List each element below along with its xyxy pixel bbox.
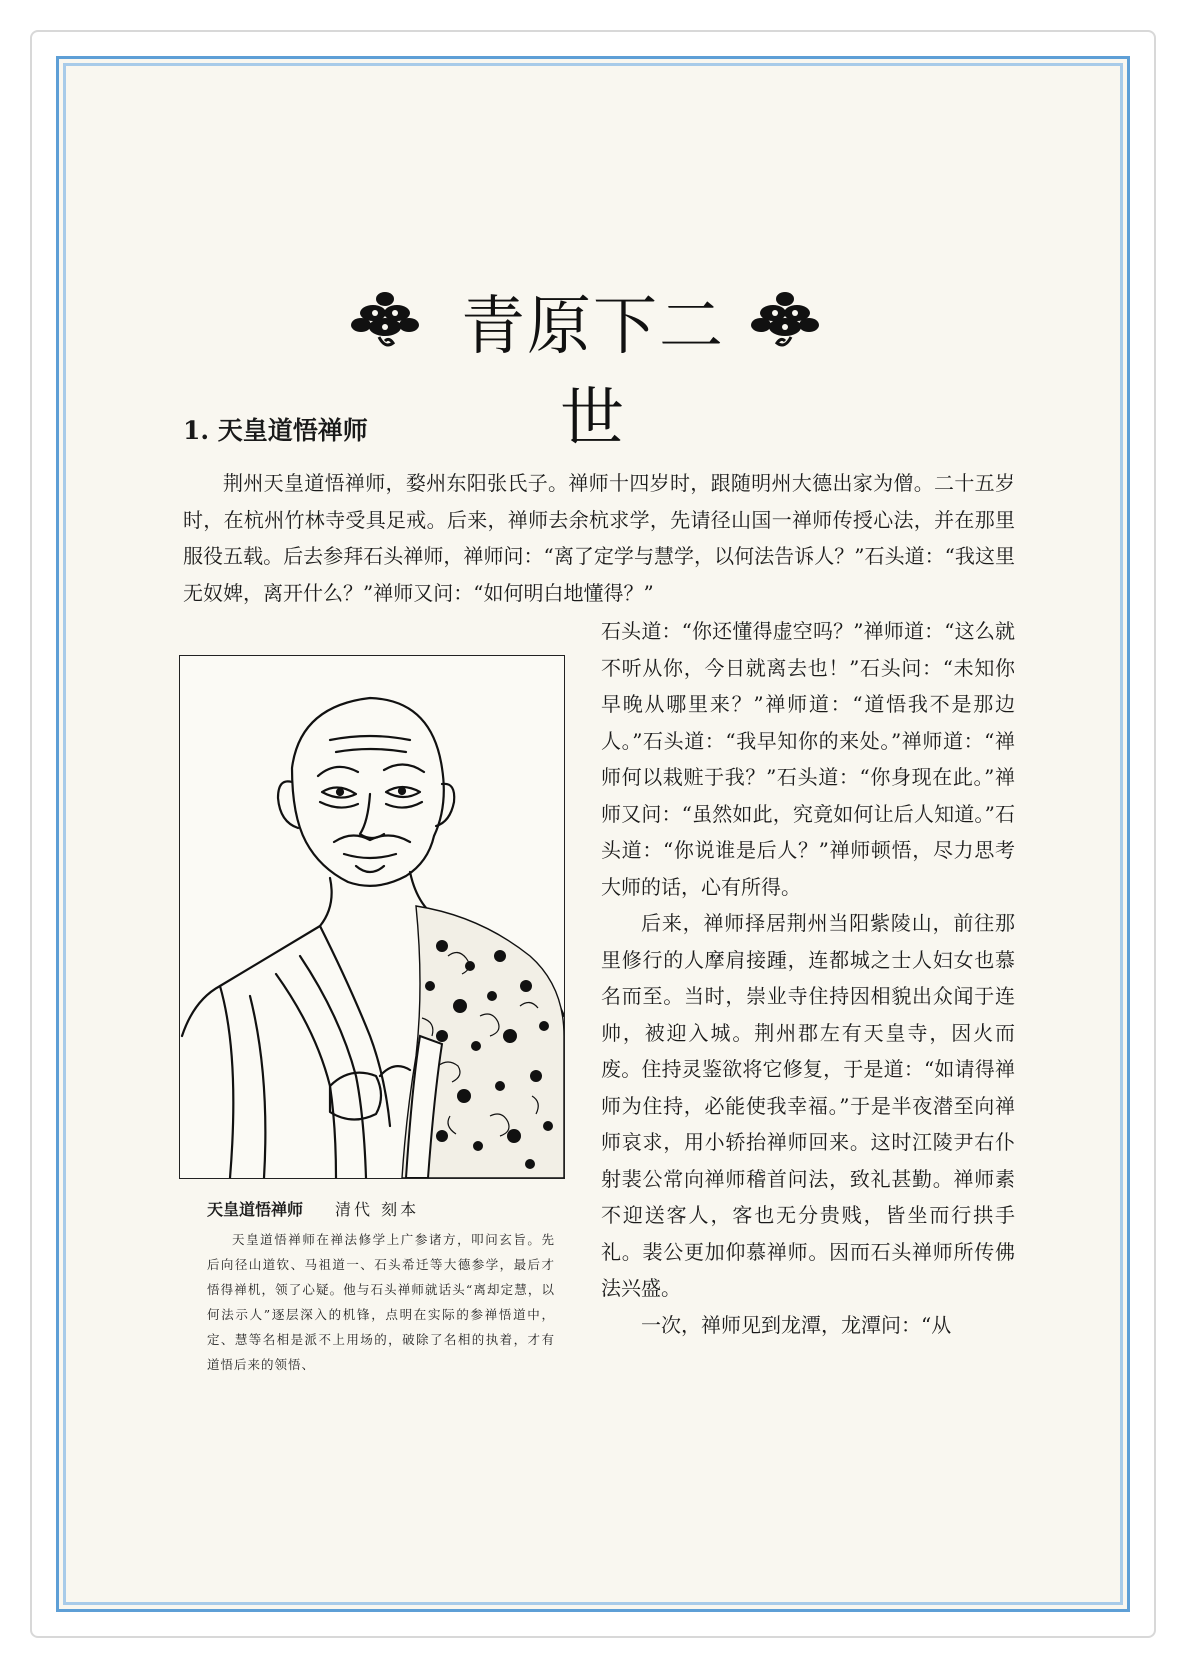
figure-caption-title [207, 1197, 419, 1220]
paragraph-right-1: 石头道：“你还懂得虚空吗？”禅师道：“这么就不听从你，今日就离去也！”石头问：“未知你早晚从哪里来？”禅师道：“道悟我不是那边人。”石头道：“我早知你的来处。”禅师道：“禅师何以栽赃于我？”石头道：“你身现在此。”禅师又问：“虽然如此，究竟如何让后人知道。”石头道：“你说谁是后人？”禅师顿悟，尽力思考大师的话，心有所得。 [601, 619, 1015, 899]
book-page [56, 56, 1130, 1612]
cloud-ornament-icon [349, 285, 421, 355]
figure-caption-name: 天皇道悟禅师 [207, 1200, 304, 1219]
page-title: 青原下二世 [461, 290, 725, 456]
portrait-illustration [179, 655, 565, 1179]
right-column-text [601, 613, 1015, 1343]
figure-caption-dynasty: 清代 刻本 [335, 1200, 420, 1219]
cloud-ornament-icon [749, 285, 821, 355]
paragraph-right-2: 后来，禅师择居荆州当阳紫陵山，前往那里修行的人摩肩接踵，连都城之士人妇女也慕名而至。当时，崇业寺住持因相貌出众闻于连帅，被迎入城。荆州郡左有天皇寺，因火而废。住持灵鉴欲将它修复，于是道：“如请得禅师为住持，必能使我幸福。”于是半夜潜至向禅师哀求，用小轿抬禅师回来。这时江陵尹右仆射裴公常向禅师稽首问法，致礼甚勤。禅师素不迎送客人，客也无分贵贱，皆坐而行拱手礼。裴公更加仰慕禅师。因而石头禅师所传佛法兴盛。 [601, 911, 1015, 1300]
figure-caption-body: 天皇道悟禅师在禅法修学上广参诸方，叩问玄旨。先后向径山道钦、马祖道一、石头希迁等大德参学，最后才悟得禅机，领了心疑。他与石头禅师就话头“离却定慧，以何法示人”逐层深入的机锋，点明在实际的参禅悟道中，定、慧等名相是派不上用场的，破除了名相的执着，才有道悟后来的领悟、 [207, 1232, 555, 1372]
section-heading: 1. 天皇道悟禅师 [183, 416, 368, 445]
paragraph-right-3: 一次，禅师见到龙潭，龙潭问：“从 [641, 1312, 952, 1337]
intro-paragraph: 荆州天皇道悟禅师，婺州东阳张氏子。禅师十四岁时，跟随明州大德出家为僧。二十五岁时，在杭州竹林寺受具足戒。后来，禅师去余杭求学，先请径山国一禅师传授心法，并在那里服役五载。后去参拜石头禅师，禅师问：“离了定学与慧学，以何法告诉人？”石头道：“我这里无奴婢，离开什么？”禅师又问：“如何明白地懂得？” [183, 471, 1015, 605]
